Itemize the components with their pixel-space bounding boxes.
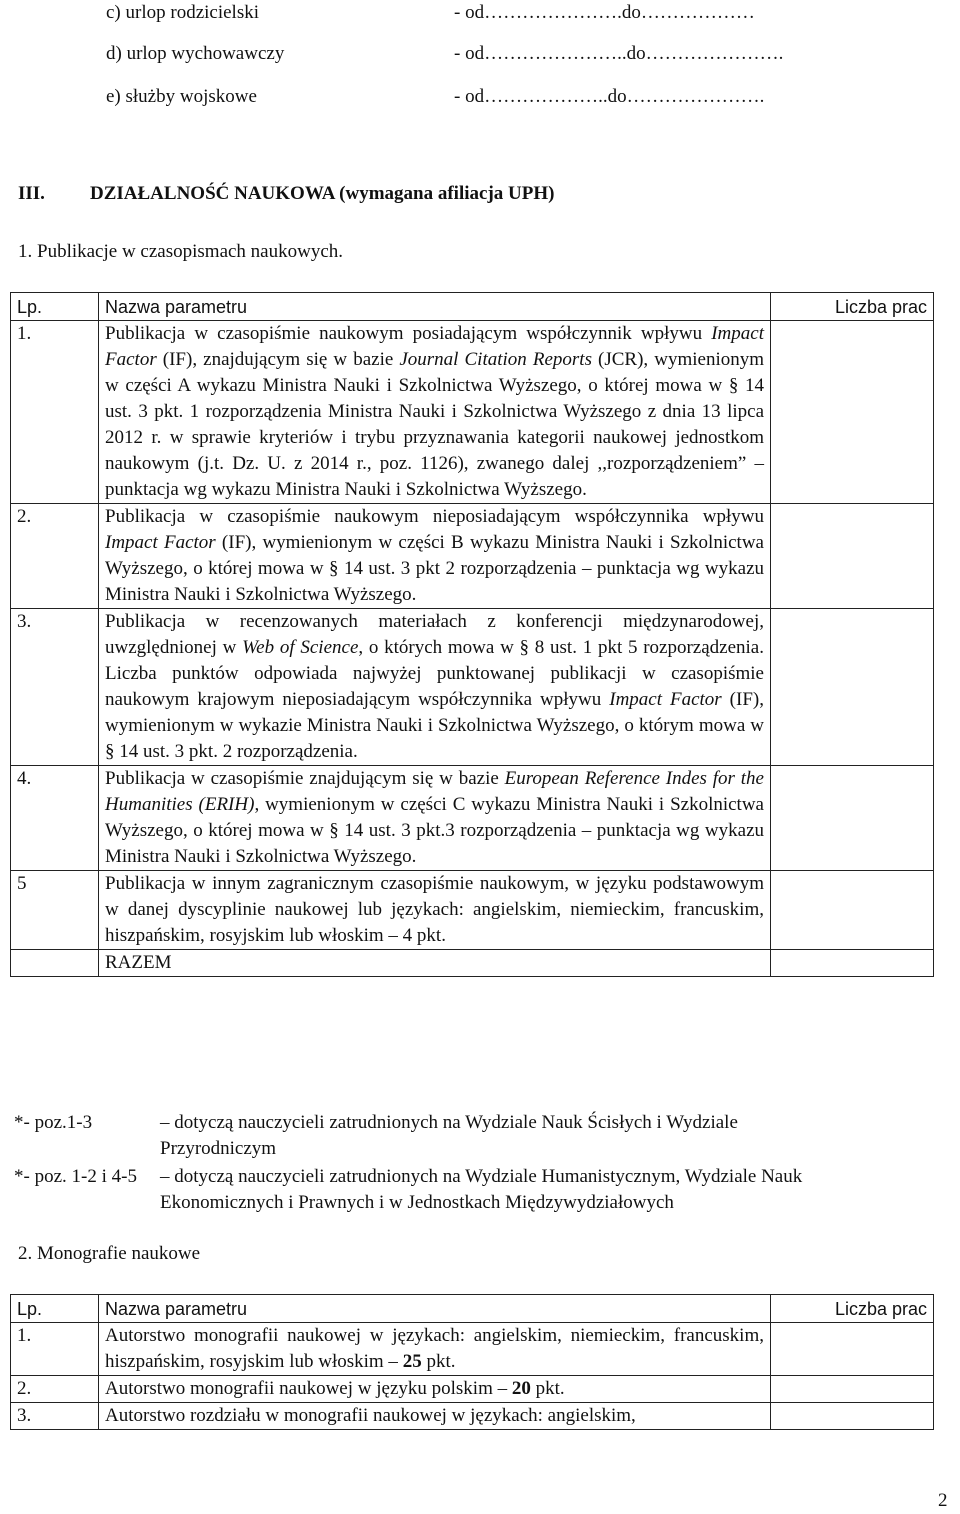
row-count: [771, 1403, 934, 1430]
leave-range: - od…………………..do………………….: [454, 43, 784, 64]
section-heading: [18, 181, 554, 207]
row-text: Autorstwo monografii naukowej w językach: angielskim, niemieckim, francuskim, hiszpańskim, rosyjskim lub włoskim –: [105, 1325, 764, 1372]
row-lp: 3.: [11, 609, 99, 766]
leave-range: - od………………..do………………….: [454, 86, 765, 107]
row-lp: 3.: [11, 1403, 99, 1430]
row-italic: Journal Citation Reports: [399, 349, 592, 370]
row-lp: 4.: [11, 766, 99, 871]
footnote-key: *- poz. 1-2 i 4-5: [14, 1166, 137, 1187]
subsection-title: 2. Monografie naukowe: [18, 1243, 201, 1264]
leave-label: d) urlop wychowawczy: [106, 43, 285, 64]
table-header-row: [11, 293, 934, 321]
leave-range: - od………………….do………………: [454, 2, 755, 23]
table-row: [11, 1403, 934, 1430]
table-row: [11, 1323, 934, 1376]
row-description: [99, 766, 771, 871]
total-row: [11, 950, 934, 977]
row-count: [771, 1323, 934, 1376]
leave-label: c) urlop rodzicielski: [106, 2, 260, 23]
row-text: (JCR), wymienionym w części A wykazu Ministra Nauki i Szkolnictwa Wyższego, o której mowa w § 14 ust. 3 pkt. 1 rozporządzenia Ministra Nauki i Szkolnictwa Wyższego z dnia 13 lipca 2012 r. w sprawie kryteriów i trybu przyznawania kategorii naukowej jednostkom naukowym (j.t. Dz. U. z 2014 r., poz. 1126), zwanego dalej ,,rozporządzeniem” – punktacja wg wykazu Ministra Nauki i Szkolnictwa Wyższego.: [105, 349, 764, 500]
row-text: Autorstwo rozdziału w monografii naukowej w językach: angielskim,: [105, 1405, 636, 1426]
header-lp: Lp.: [11, 293, 99, 321]
footnote-text: – dotyczą nauczycieli zatrudnionych na Wydziale Humanistycznym, Wydziale Nauk: [160, 1166, 803, 1187]
row-count: [771, 766, 934, 871]
table-row: [11, 321, 934, 504]
row-italic: Impact Factor: [609, 689, 722, 710]
row-text: , wymienionym w części C wykazu Ministra Nauki i Szkolnictwa Wyższego, o której mowa w § 14 ust. 3 pkt.3 rozporządzenia – punktacja wg wykazu Ministra Nauki i Szkolnictwa Wyższego.: [105, 794, 764, 867]
row-count: [771, 609, 934, 766]
row-description: [99, 504, 771, 609]
footnote-key: *- poz.1-3: [14, 1112, 93, 1133]
row-italic: European Reference Indes for the Humanities (ERIH): [105, 768, 764, 815]
section-title: DZIAŁALNOŚĆ NAUKOWA (wymagana afiliacja UPH): [90, 183, 555, 204]
row-italic: Impact Factor: [105, 532, 216, 553]
row-text: Publikacja w innym zagranicznym czasopiśmie naukowym, w języku podstawowym w danej dyscyplinie naukowej lub językach: angielskim, niemieckim, francuskim, hiszpańskim, rosyjskim lub włoskim – 4 pkt.: [105, 873, 764, 946]
total-label: RAZEM: [99, 950, 771, 977]
row-text: (IF), znajdującym się w bazie: [156, 349, 400, 370]
row-lp: 1.: [11, 1323, 99, 1376]
subsection-title: 1. Publikacje w czasopismach naukowych.: [18, 241, 344, 262]
row-description: [99, 1323, 771, 1376]
footnote: [14, 1110, 738, 1159]
row-points: 25: [402, 1351, 422, 1372]
table-header-row: [11, 1295, 934, 1323]
row-text: (IF), wymienionym w wykazie Ministra Nauki i Szkolnictwa Wyższego, o którym mowa w § 14 ust. 3 pkt. 2 rozporządzenia.: [105, 689, 764, 762]
row-lp: 2.: [11, 504, 99, 609]
header-count: Liczba prac: [771, 293, 934, 321]
row-lp: 2.: [11, 1376, 99, 1403]
row-points: 20: [511, 1378, 531, 1399]
row-description: [99, 609, 771, 766]
row-description: [99, 1376, 771, 1403]
total-lp: [11, 950, 99, 977]
row-text: Autorstwo monografii naukowej w języku polskim –: [105, 1378, 508, 1399]
header-name: Nazwa parametru: [99, 1295, 771, 1323]
row-text: (IF), wymienionym w części B wykazu Ministra Nauki i Szkolnictwa Wyższego, o której mowa w § 14 ust. 3 pkt 2 rozporządzenia – punktacja wg wykazu Ministra Nauki i Szkolnictwa Wyższego.: [105, 532, 764, 605]
section-number: III.: [18, 183, 45, 204]
footnote-continuation: Przyrodniczym: [160, 1138, 277, 1159]
header-lp: Lp.: [11, 1295, 99, 1323]
table-row: [11, 504, 934, 609]
table-row: [11, 609, 934, 766]
row-description: [99, 321, 771, 504]
row-text: Publikacja w czasopiśmie znajdującym się w bazie: [105, 768, 505, 789]
row-description: [99, 1403, 771, 1430]
row-italic: Web of Science: [242, 637, 359, 658]
header-name: Nazwa parametru: [99, 293, 771, 321]
row-text: Publikacja w czasopiśmie naukowym posiadającym współczynnik wpływu: [105, 323, 712, 344]
row-points-unit: pkt.: [421, 1351, 456, 1372]
page-number: 2: [938, 1490, 948, 1511]
row-text: Publikacja w recenzowanych materiałach z konferencji międzynarodowej, uwzględnionej w: [105, 611, 764, 658]
row-lp: 5: [11, 871, 99, 950]
table-row: [11, 1376, 934, 1403]
table-row: [11, 871, 934, 950]
footnote: [14, 1164, 803, 1213]
row-italic: Impact Factor: [105, 323, 764, 370]
header-count: Liczba prac: [771, 1295, 934, 1323]
footnote-continuation: Ekonomicznych i Prawnych i w Jednostkach Międzywydziałowych: [160, 1192, 674, 1213]
row-text: Publikacja w czasopiśmie naukowym nieposiadającym współczynnika wpływu: [105, 506, 764, 527]
row-points-unit: pkt.: [530, 1378, 565, 1399]
row-text: , o których mowa w § 8 ust. 1 pkt 5 rozporządzenia. Liczba punktów odpowiada najwyżej punktowanej publikacji w czasopiśmie naukowym krajowym nieposiadającym współczynnika wpływu: [105, 637, 764, 710]
total-count: [771, 950, 934, 977]
table-row: [11, 766, 934, 871]
row-lp: 1.: [11, 321, 99, 504]
publications-table: [10, 292, 934, 977]
row-count: [771, 1376, 934, 1403]
row-count: [771, 504, 934, 609]
monographs-table: [10, 1294, 934, 1430]
leave-label: e) służby wojskowe: [106, 86, 257, 107]
row-description: [99, 871, 771, 950]
footnote-text: – dotyczą nauczycieli zatrudnionych na Wydziale Nauk Ścisłych i Wydziale: [160, 1112, 738, 1133]
row-count: [771, 871, 934, 950]
row-count: [771, 321, 934, 504]
